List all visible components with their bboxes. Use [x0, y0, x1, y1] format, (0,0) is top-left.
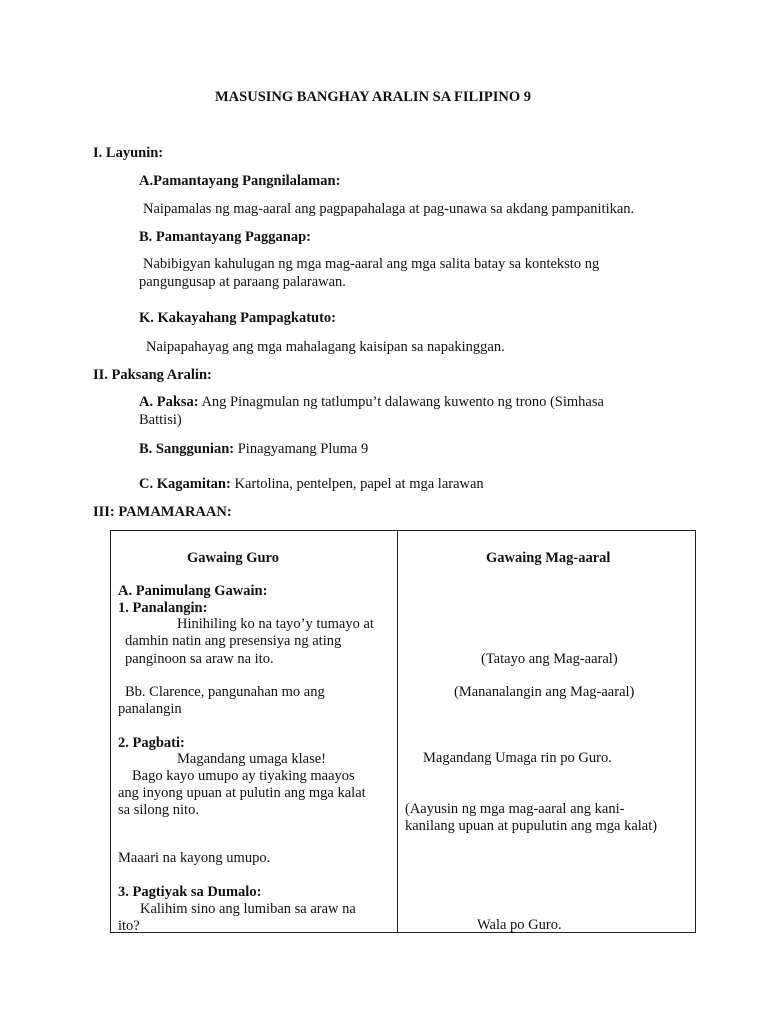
- mananalangin-response: (Mananalangin ang Mag-aaral): [454, 684, 635, 700]
- clarence-text-line1: Bb. Clarence, pangunahan mo ang: [125, 684, 325, 700]
- panalangin-text-line3: panginoon sa araw na ito.: [125, 651, 274, 667]
- section-pamamaraan-heading: III: PAMAMARAAN:: [93, 504, 232, 520]
- kagamitan-line: [139, 475, 484, 493]
- sanggunian-text: Pinagyamang Pluma 9: [237, 441, 369, 457]
- document-title: MASUSING BANGHAY ARALIN SA FILIPINO 9: [215, 89, 531, 105]
- dumalo-text-line1: Kalihim sino ang lumiban sa araw na: [140, 901, 356, 917]
- magandang-umaga-response: Magandang Umaga rin po Guro.: [423, 750, 612, 766]
- panalangin-text-line1: Hinihiling ko na tayo’y tumayo at: [177, 616, 374, 632]
- section-paksang-aralin-heading: II. Paksang Aralin:: [93, 367, 212, 383]
- paksa-line2: Battisi): [139, 412, 182, 428]
- aayusin-response-line1: (Aayusin ng mga mag-aaral ang kani-: [405, 801, 625, 817]
- pagtiyak-dumalo-heading: 3. Pagtiyak sa Dumalo:: [118, 884, 262, 900]
- pamantayang-pangnilalaman-heading: A.Pamantayang Pangnilalaman:: [139, 173, 341, 189]
- pamamaraan-table: [110, 530, 696, 933]
- sanggunian-line: [139, 440, 368, 458]
- wala-po-guro-response: Wala po Guro.: [477, 917, 562, 933]
- gawaing-mag-aaral-header: Gawaing Mag-aaral: [486, 550, 611, 566]
- panimulang-gawain-heading: A. Panimulang Gawain:: [118, 583, 268, 599]
- pamantayang-pagganap-text-line2: pangungusap at paraang palarawan.: [139, 274, 346, 290]
- sanggunian-label: B. Sanggunian:: [139, 441, 235, 457]
- dumalo-text-line2: ito?: [118, 918, 140, 934]
- aayusin-response-line2: kanilang upuan at pupulutin ang mga kalat): [405, 818, 658, 834]
- pamantayang-pagganap-heading: B. Pamantayang Pagganap:: [139, 229, 312, 245]
- pagbati-text-line3: ang inyong upuan at pulutin ang mga kalat: [118, 785, 366, 801]
- paksa-label: A. Paksa:: [139, 394, 199, 410]
- pagbati-text-line1: Magandang umaga klase!: [177, 751, 326, 767]
- pagbati-text-line4: sa silong nito.: [118, 802, 199, 818]
- kagamitan-text: Kartolina, pentelpen, papel at mga larawan: [234, 476, 484, 492]
- table-column-divider: [397, 531, 398, 932]
- pamantayang-pangnilalaman-text: Naipamalas ng mag-aaral ang pagpapahalaga at pag-unawa sa akdang pampanitikan.: [143, 201, 635, 217]
- paksa-text: Ang Pinagmulan ng tatlumpu’t dalawang kuwento ng trono (Simhasa: [201, 394, 604, 410]
- paksa-line1: [139, 393, 604, 411]
- pagbati-text-line2: Bago kayo umupo ay tiyaking maayos: [132, 768, 355, 784]
- section-layunin-heading: I. Layunin:: [93, 145, 164, 161]
- panalangin-text-line2: damhin natin ang presensiya ng ating: [125, 633, 342, 649]
- kakayahang-pampagkatuto-text: Naipapahayag ang mga mahalagang kaisipan sa napakinggan.: [146, 339, 505, 355]
- panalangin-heading: 1. Panalangin:: [118, 600, 208, 616]
- tatayo-response: (Tatayo ang Mag-aaral): [481, 651, 618, 667]
- pagbati-heading: 2. Pagbati:: [118, 735, 185, 751]
- clarence-text-line2: panalangin: [118, 701, 182, 717]
- kagamitan-label: C. Kagamitan:: [139, 476, 231, 492]
- pamantayang-pagganap-text-line1: Nabibigyan kahulugan ng mga mag-aaral ang mga salita batay sa konteksto ng: [143, 256, 600, 272]
- umupo-text: Maaari na kayong umupo.: [118, 850, 271, 866]
- kakayahang-pampagkatuto-heading: K. Kakayahang Pampagkatuto:: [139, 310, 336, 326]
- gawaing-guro-header: Gawaing Guro: [187, 550, 279, 566]
